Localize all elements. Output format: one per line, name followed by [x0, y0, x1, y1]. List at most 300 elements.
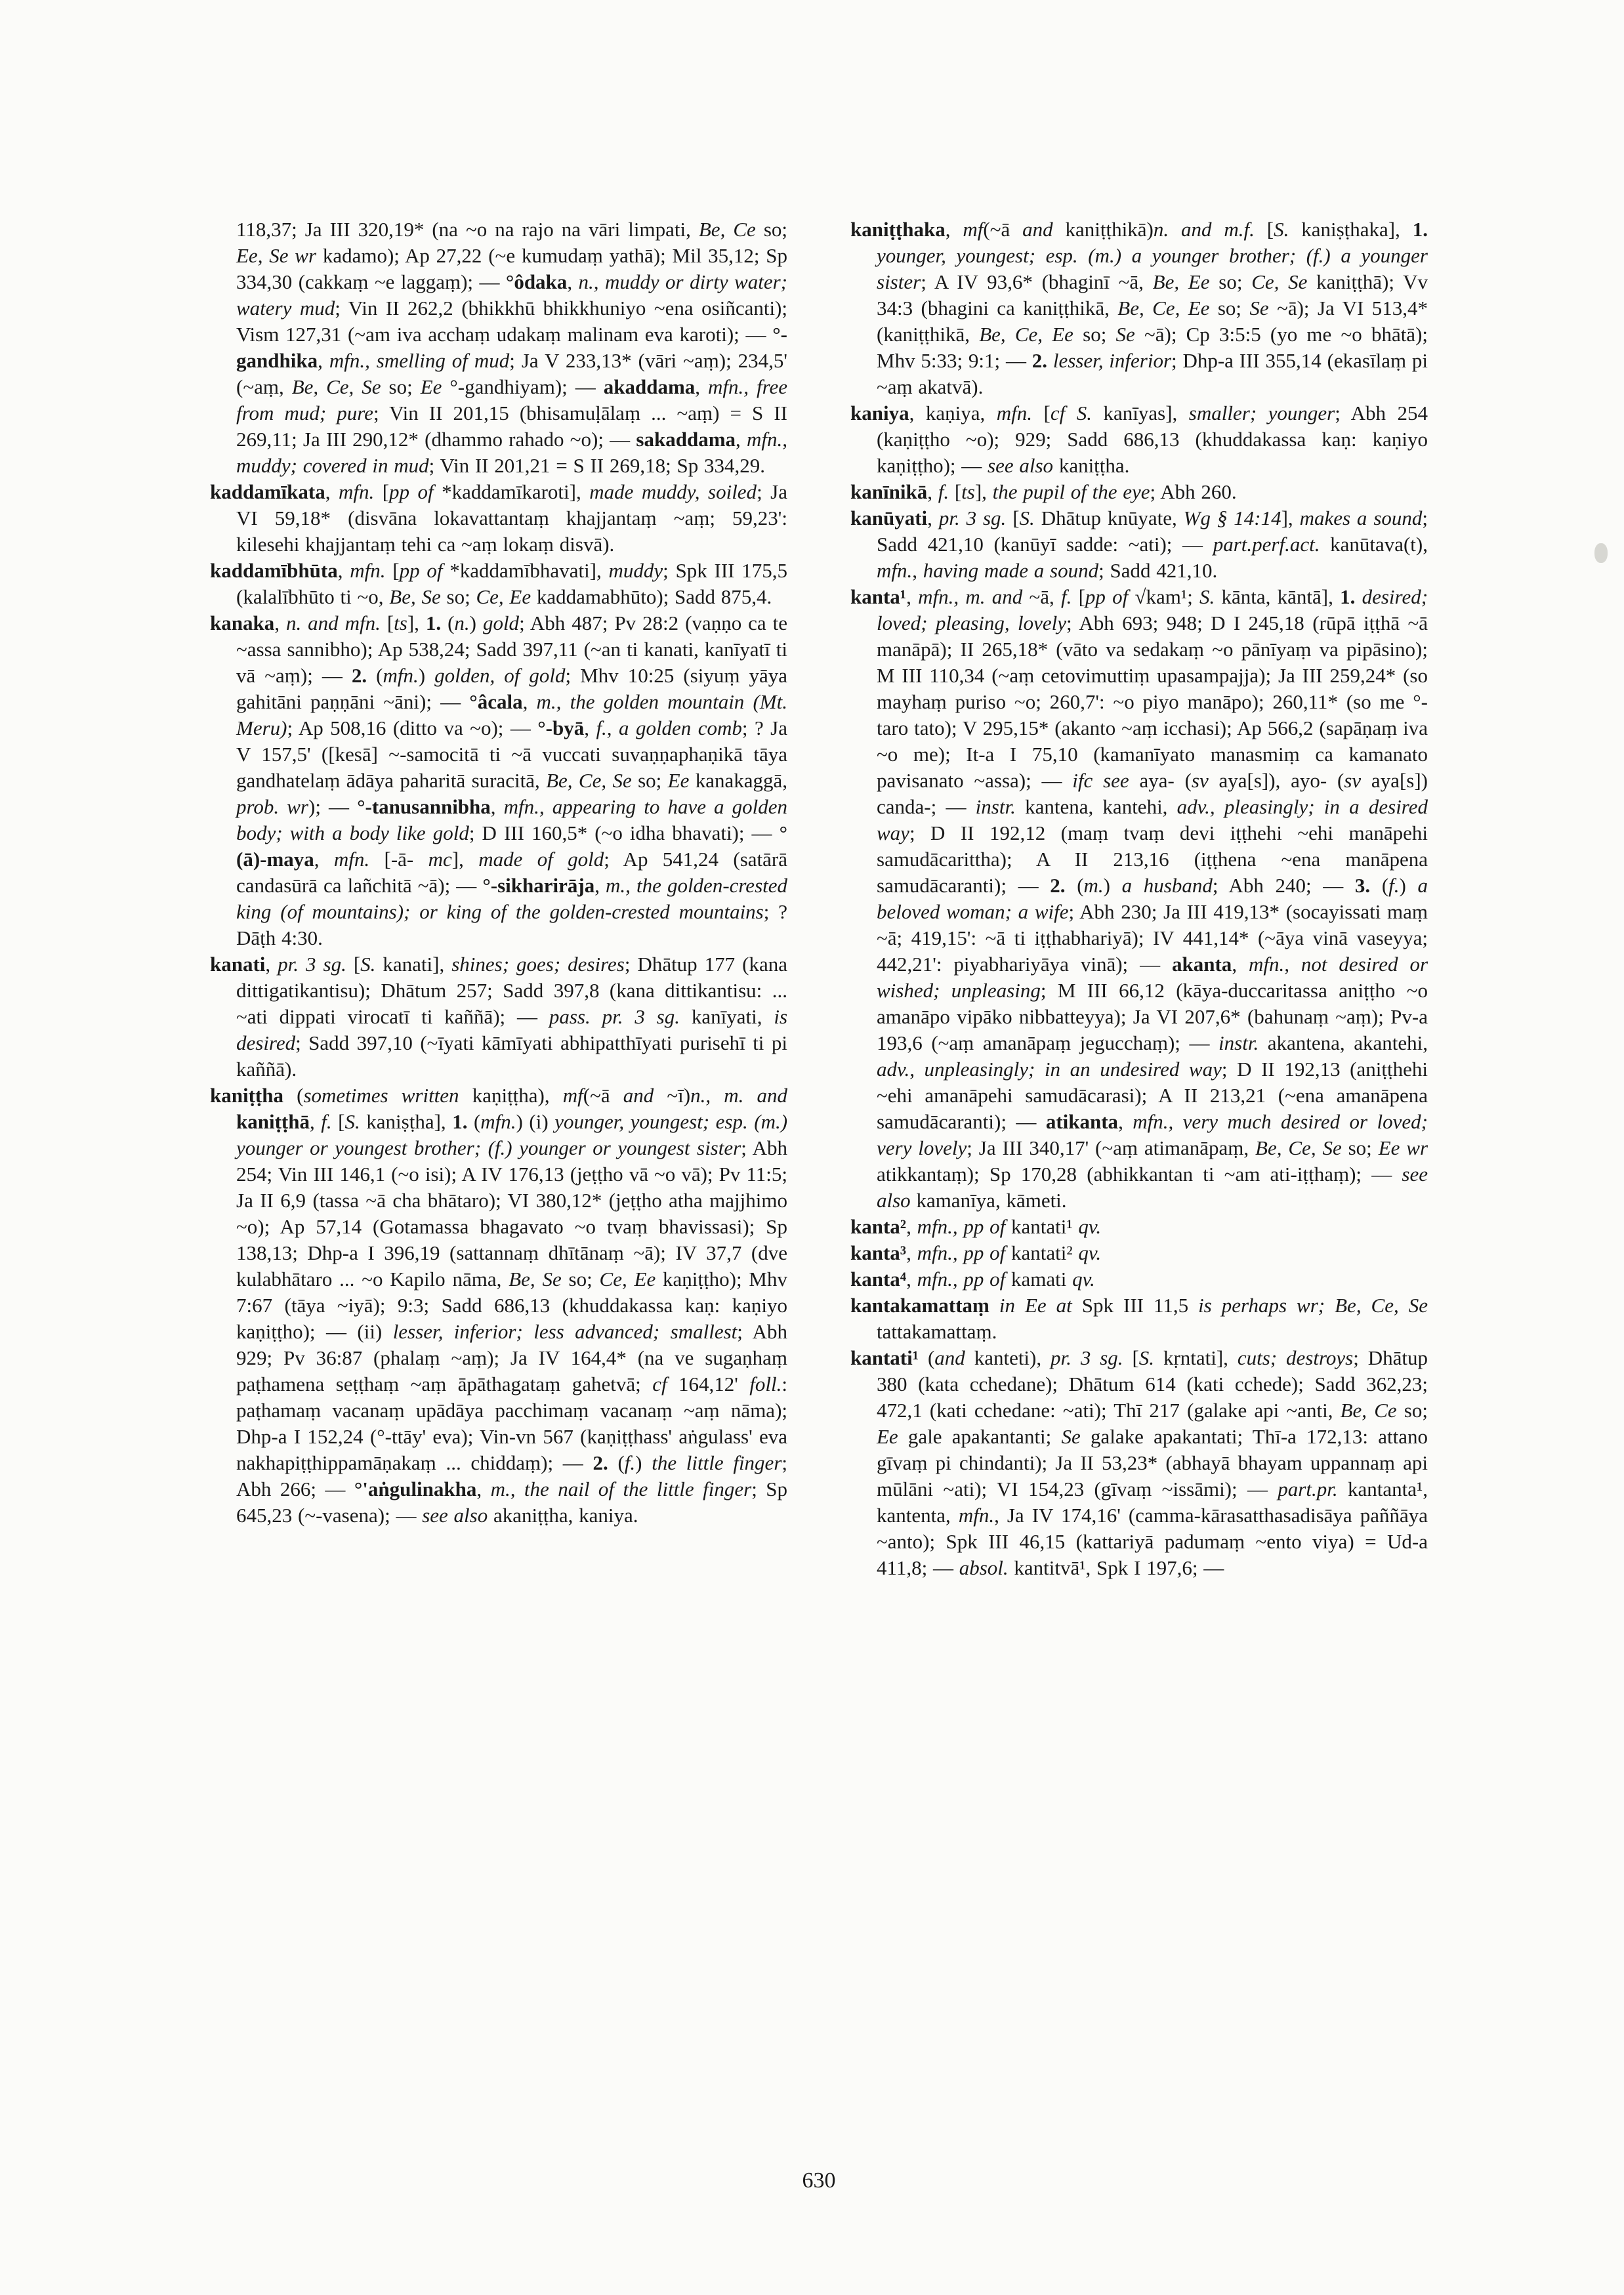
italic-run: qv.: [1078, 1215, 1102, 1238]
italic-run: foll.: [749, 1373, 782, 1396]
italic-run: f.: [321, 1110, 332, 1133]
italic-run: golden, of gold: [434, 664, 566, 687]
text-run: ): [1103, 874, 1122, 897]
dictionary-entry: [210, 610, 787, 951]
italic-run: having made a sound: [923, 559, 1099, 582]
italic-run: S.: [1138, 1346, 1155, 1369]
headword-or-bold-run: sakaddama: [636, 428, 736, 451]
italic-run: ts: [961, 480, 975, 503]
text-run: ; Ap 508,16 (ditto va ~o); —: [287, 716, 538, 739]
text-run: ,: [584, 716, 596, 739]
italic-run: Be, Se: [509, 1268, 562, 1291]
text-run: ; Abh 487; Pv 28:2 (vaṇṇo ca te ~assa sannibho); Ap 538,24; Sadd 397,11 (~an ti kanati, kanīyatī ti vā ~aṃ); —: [236, 611, 787, 687]
italic-run: Ee: [667, 769, 690, 792]
italic-run: younger, youngest; esp. (m.) a younger brother; (f.) a younger sister: [877, 244, 1428, 293]
text-run: kamati: [1005, 1268, 1073, 1291]
text-run: ~ā); Ja VI 513,4* (kaniṭṭhikā,: [877, 297, 1428, 346]
italic-run: made of gold: [478, 848, 604, 871]
text-run: [: [385, 559, 400, 582]
italic-run: pp of: [399, 559, 443, 582]
italic-run: pr. 3 sg.: [278, 953, 346, 976]
text-run: ; Abh 266; —: [236, 1451, 788, 1500]
dictionary-entry: [850, 1292, 1428, 1345]
text-run: ,: [912, 559, 923, 582]
italic-run: the pupil of the eye: [992, 480, 1150, 503]
text-run: [: [374, 480, 390, 503]
dictionary-entry: [850, 505, 1428, 584]
italic-run: Se: [1115, 323, 1135, 346]
italic-run: smaller; younger: [1188, 402, 1335, 424]
text-run: (: [467, 1110, 481, 1133]
text-run: *kaddamībhavati],: [442, 559, 609, 582]
italic-run: see also: [988, 454, 1054, 477]
text-run: ,: [695, 375, 708, 398]
text-run: kaniṭṭhā); Vv 34:3 (bhagini ca kaniṭṭhikā,: [877, 270, 1428, 320]
headword-or-bold-run: °-byā: [537, 716, 585, 739]
text-run: (: [441, 611, 455, 634]
italic-run: and: [623, 1084, 654, 1107]
text-run: so;: [1396, 1399, 1428, 1422]
italic-run: instr.: [975, 795, 1016, 818]
headword-or-bold-run: 2.: [593, 1451, 608, 1474]
headword-or-bold-run: 1.: [452, 1110, 468, 1133]
headword-or-bold-run: °âcala: [469, 690, 523, 713]
headword-or-bold-run: °-sikharirāja: [482, 874, 595, 897]
text-run: [: [1006, 507, 1020, 529]
text-run: so;: [1341, 1136, 1379, 1159]
text-run: [: [1032, 402, 1051, 424]
italic-run: see also: [877, 1163, 1428, 1212]
text-run: ; Ja VI 59,18* (disvāna lokavattantaṃ khajjantaṃ ~aṃ; 59,23': kilesehi khajjantaṃ tehi ca ~aṃ lokaṃ disvā).: [236, 480, 787, 556]
dictionary-entry: [850, 584, 1428, 1214]
italic-run: Ee: [877, 1425, 898, 1448]
text-run: ,: [927, 480, 938, 503]
headword-or-bold-run: °(ā)-maya: [236, 821, 787, 871]
headword-or-bold-run: kaddamīkata: [210, 480, 325, 503]
italic-run: ts: [394, 611, 407, 634]
text-run: , kaṇiya,: [909, 402, 997, 424]
text-run: [989, 1294, 999, 1317]
headword-or-bold-run: °-gandhika: [236, 323, 787, 372]
italic-run: and: [934, 1346, 965, 1369]
text-run: kaṇiṭṭha),: [459, 1084, 563, 1107]
italic-run: mfn., pp of: [917, 1241, 1006, 1264]
italic-run: cf: [652, 1373, 667, 1396]
headword-or-bold-run: kanūyati: [850, 507, 928, 529]
headword-or-bold-run: kaniya: [850, 402, 909, 424]
italic-run: sometimes written: [303, 1084, 459, 1107]
italic-run: Be, Se: [389, 585, 441, 608]
text-run: kaddamabhūto); Sadd 875,4.: [531, 585, 772, 608]
text-run: ): [469, 611, 483, 634]
text-run: ): [635, 1451, 652, 1474]
text-run: ,: [594, 874, 606, 897]
text-run: ; ? Dāṭh 4:30.: [236, 900, 788, 949]
dictionary-entry: [850, 1240, 1428, 1266]
italic-run: mfn.: [480, 1110, 516, 1133]
text-run: [-ā-: [369, 848, 428, 871]
text-run: akaniṭṭha, kaniya.: [488, 1504, 638, 1527]
headword-or-bold-run: 1.: [1340, 585, 1356, 608]
text-run: [: [346, 953, 361, 976]
text-run: ; Ja III 340,17' (~aṃ atimanāpaṃ,: [967, 1136, 1256, 1159]
text-run: aya[s]) canda-; —: [877, 769, 1428, 818]
text-run: gale apakantanti;: [898, 1425, 1062, 1448]
italic-run: Be, Ce, Se: [291, 375, 381, 398]
text-run: , Ja IV 174,16' (camma-kārasatthasadisāya paññāya ~anto); Spk III 46,15 (kattariyā padumaṃ ~ento viya) = Ud-a 411,8; —: [877, 1504, 1428, 1579]
text-run: ],: [974, 480, 993, 503]
italic-run: part.perf.act.: [1213, 533, 1320, 556]
italic-run: Ce, Ee: [476, 585, 531, 608]
text-run: kanīyas],: [1092, 402, 1189, 424]
text-run: [: [1123, 1346, 1139, 1369]
text-run: ],: [407, 611, 426, 634]
text-run: ,: [736, 428, 747, 451]
text-run: ; Dhātup 380 (kata cchedane); Dhātum 614 (kati cchede); Sadd 362,23; 472,1 (kati cchedane: ~ati); Thī 217 (galake api ~anti,: [877, 1346, 1428, 1422]
text-run: ; Spk III 175,5 (kalalībhūto ti ~o,: [236, 559, 788, 608]
italic-run: mf: [963, 218, 984, 241]
italic-run: shines; goes; desires: [451, 953, 625, 976]
italic-run: prob. wr: [236, 795, 308, 818]
headword-or-bold-run: akanta: [1172, 953, 1232, 976]
dictionary-entry: [850, 1214, 1428, 1240]
text-run: kantati²: [1005, 1241, 1079, 1264]
italic-run: n., m. and: [690, 1084, 787, 1107]
text-run: kanakaggā,: [689, 769, 787, 792]
text-run: kānta, kāntā],: [1215, 585, 1341, 608]
text-run: kantitvā¹, Spk I 197,6; —: [1008, 1556, 1224, 1579]
text-run: [1047, 349, 1053, 372]
text-run: (: [367, 664, 383, 687]
dictionary-entry: [210, 951, 787, 1083]
text-run: ~ī): [654, 1084, 691, 1107]
headword-or-bold-run: °ôdaka: [505, 270, 568, 293]
italic-run: Wg § 14:14: [1183, 507, 1281, 529]
italic-run: mfn.: [350, 559, 386, 582]
text-run: kaniṣṭha],: [360, 1110, 453, 1133]
italic-run: mfn., free from mud; pure: [236, 375, 788, 424]
italic-run: see also: [422, 1504, 488, 1527]
italic-run: Ee wr: [1378, 1136, 1428, 1159]
headword-or-bold-run: kanta⁴: [850, 1268, 907, 1291]
text-run: 164,12': [667, 1373, 750, 1396]
text-run: ; Ja V 233,13* (vāri ~aṃ); 234,5' (~aṃ,: [236, 349, 787, 398]
dictionary-entry: [850, 400, 1428, 479]
dictionary-entry: [210, 1083, 787, 1529]
italic-run: Be, Ce: [1340, 1399, 1397, 1422]
italic-run: n. and m.f.: [1153, 218, 1255, 241]
italic-run: is desired: [236, 1005, 788, 1054]
italic-run: a beloved woman; a wife: [877, 874, 1428, 923]
italic-run: adv., pleasingly; in a desired way: [877, 795, 1428, 844]
text-run: Spk III 11,5: [1072, 1294, 1199, 1317]
text-run: kanteti),: [965, 1346, 1051, 1369]
italic-run: Be, Ce, Se: [1255, 1136, 1342, 1159]
text-run: ,: [274, 611, 286, 634]
text-run: (: [919, 1346, 935, 1369]
text-run: (: [283, 1084, 304, 1107]
text-run: ): [1399, 874, 1418, 897]
italic-run: mc: [428, 848, 452, 871]
text-run: so;: [1209, 270, 1252, 293]
text-block: [210, 217, 1428, 1581]
dictionary-entry: [850, 479, 1428, 505]
text-run: kantena, kantehi,: [1015, 795, 1177, 818]
italic-run: absol.: [959, 1556, 1009, 1579]
italic-run: lesser, inferior; less advanced; smallest: [392, 1320, 738, 1343]
text-run: ): [418, 664, 435, 687]
headword-or-bold-run: atikanta: [1045, 1110, 1119, 1133]
text-run: kadamo); Ap 27,22 (~e kumudaṃ yathā); Mil 35,12; Sp 334,30 (cakkaṃ ~e laggaṃ); —: [236, 244, 787, 293]
italic-run: mfn.: [958, 1504, 995, 1527]
italic-run: Se: [1249, 297, 1269, 320]
text-run: ,: [265, 953, 278, 976]
text-run: (~ā: [583, 1084, 623, 1107]
italic-run: younger, youngest; esp. (m.) younger or youngest brother; (f.) younger or youngest sister: [236, 1110, 788, 1159]
text-run: ],: [451, 848, 479, 871]
text-run: ; Dhp-a III 355,14 (ekasīlaṃ pi ~aṃ akatvā).: [877, 349, 1428, 398]
text-run: √kam¹;: [1128, 585, 1200, 608]
text-run: ; Abh 693; 948; D I 245,18 (rūpā iṭṭhā ~ā manāpā); II 265,18* (vāto va sedakaṃ ~o pānīyaṃ va pipāsino); M III 110,34 (~aṃ cetovimuttiṃ upasampajja); Ja III 259,24* (so mayhaṃ puriso ~o; 260,7': ~o piyo manāpo); 260,11* (so me °-taro tato); V 295,15* (akanto ~aṃ icchasi); Ap 566,2 (sapāṇaṃ iva ~o me); It-a I 75,10 (kamanīyato manasmiṃ ca kamanato pavisanato ~assa); —: [877, 611, 1428, 792]
text-run: galake apakantati; Thī-a 172,13: attano gīvaṃ pi chindanti); Ja II 53,23* (abhayā bhayam uppannaṃ api mūlāni ~ati); VI 154,23 (gīvaṃ ~issāmi); —: [877, 1425, 1428, 1500]
text-run: aya[s]), ayo- (: [1208, 769, 1344, 792]
dictionary-entry: [850, 217, 1428, 400]
italic-run: instr.: [1218, 1031, 1259, 1054]
text-run: kaṇiṭṭho); Mhv 7:67 (tāya ~iyā); 9:3; Sadd 686,13 (khuddakassa kaṇ: kaṇiyo kaṇiṭṭho); — (ii): [236, 1268, 787, 1343]
italic-run: Be, Ce: [698, 218, 756, 241]
italic-run: pass. pr. 3 sg.: [549, 1005, 680, 1028]
text-run: ; ? Ja V 157,5' ([kesā] ~-samocitā ti ~ā vuccati suvaṇṇaphaṇikā tāya gandhatelaṃ ādāya paharitā suracitā,: [236, 716, 787, 792]
text-run: so;: [755, 218, 787, 241]
text-run: ,: [314, 848, 334, 871]
italic-run: lesser, inferior: [1052, 349, 1172, 372]
dictionary-entry: [210, 558, 787, 610]
text-run: ; A IV 93,6* (bhaginī ~ā,: [921, 270, 1153, 293]
italic-run: sv: [1344, 769, 1362, 792]
entry-continuation: [210, 217, 787, 479]
italic-run: n. and mfn.: [285, 611, 381, 634]
text-run: ; Vin II 201,15 (bhisamuḷālaṃ ... ~aṃ) = S II 269,11; Ja III 290,12* (dhammo rahado ~o); —: [236, 402, 788, 451]
headword-or-bold-run: 1.: [1412, 218, 1428, 241]
italic-run: in Ee at: [999, 1294, 1072, 1317]
italic-run: pp of: [1085, 585, 1129, 608]
text-run: so;: [631, 769, 668, 792]
italic-run: pp of: [389, 480, 434, 503]
italic-run: Ee, Se wr: [236, 244, 317, 267]
headword-or-bold-run: kaniṭṭhaka: [850, 218, 946, 241]
right-column: [850, 217, 1428, 1581]
italic-run: m., the golden-crested king (of mountains); or king of the golden-crested mountains: [236, 874, 788, 923]
italic-run: Ce, Ee: [599, 1268, 656, 1291]
italic-run: ifc see: [1072, 769, 1129, 792]
italic-run: Be, Ce, Ee: [1117, 297, 1210, 320]
headword-or-bold-run: kanta²: [850, 1215, 907, 1238]
scan-artifact: [1594, 543, 1608, 563]
text-run: (: [608, 1451, 625, 1474]
italic-run: part.pr.: [1278, 1478, 1338, 1500]
italic-run: sv: [1191, 769, 1209, 792]
italic-run: Se: [1061, 1425, 1081, 1448]
text-run: so;: [561, 1268, 600, 1291]
italic-run: mfn., very much desired or loved; very lovely: [877, 1110, 1428, 1159]
headword-or-bold-run: kaniṭṭhā: [236, 1110, 310, 1133]
italic-run: mfn.: [996, 402, 1033, 424]
text-run: ,: [906, 1268, 917, 1291]
headword-or-bold-run: 2.: [1031, 349, 1048, 372]
text-run: *kaddamīkaroti],: [433, 480, 590, 503]
text-run: atikkantaṃ); Sp 170,28 (abhikkantan ti ~am ati-iṭṭhaṃ); —: [877, 1163, 1402, 1186]
text-run: ; Sp 645,23 (~-vasena); —: [236, 1478, 788, 1527]
italic-run: pr. 3 sg.: [938, 507, 1007, 529]
italic-run: and: [1022, 218, 1053, 241]
text-run: ; Sadd 421,10.: [1098, 559, 1218, 582]
italic-run: mfn., m. and: [918, 585, 1023, 608]
italic-run: m., the golden mountain (Mt. Meru): [236, 690, 787, 739]
italic-run: muddy: [608, 559, 663, 582]
italic-run: mfn., not desired or wished; unpleasing: [877, 953, 1428, 1002]
text-run: ; Abh 230; Ja III 419,13* (socayissati maṃ ~ā; 419,15': ~ā ti iṭṭhabhariyā); IV 441,14* (~āya vinā vaseyya; 442,21': piyabhariyāya vinā); —: [877, 900, 1428, 976]
dictionary-entry: [210, 479, 787, 558]
italic-run: gold: [482, 611, 520, 634]
italic-run: mfn., pp of: [917, 1215, 1006, 1238]
text-run: ; Vin II 262,2 (bhikkhū bhikkhuniyo ~ena osiñcanti); Vism 127,31 (~am iva acchaṃ udakaṃ malinam eva karoti); —: [236, 297, 787, 346]
left-column: [210, 217, 787, 1581]
text-run: ,: [945, 218, 963, 241]
italic-run: Ce, Se: [1251, 270, 1308, 293]
headword-or-bold-run: kanta¹: [850, 585, 907, 608]
text-run: kamanīya, kāmeti.: [910, 1189, 1067, 1212]
text-run: ,: [476, 1478, 491, 1500]
italic-run: made muddy, soiled: [589, 480, 757, 503]
page-number: 630: [802, 2168, 836, 2193]
text-run: [: [380, 611, 394, 634]
text-run: ,: [490, 795, 504, 818]
italic-run: makes a sound: [1299, 507, 1423, 529]
text-run: ,: [522, 690, 537, 713]
text-run: ,: [906, 585, 919, 608]
headword-or-bold-run: kantati¹: [850, 1346, 919, 1369]
italic-run: Be, Ce, Se: [546, 769, 632, 792]
italic-run: S.: [1274, 218, 1289, 241]
text-run: (~ā: [983, 218, 1023, 241]
headword-or-bold-run: 2.: [351, 664, 367, 687]
text-run: ,: [927, 507, 939, 529]
text-run: kanīyati,: [680, 1005, 774, 1028]
headword-or-bold-run: kanaka: [210, 611, 275, 634]
italic-run: m., the nail of the little finger: [490, 1478, 752, 1500]
headword-or-bold-run: kaddamībhūta: [210, 559, 338, 582]
text-run: ; M III 66,12 (kāya-duccaritassa aniṭṭho ~o amanāpo vipāko nibbatteyya); Ja VI 207,6* (bahunaṃ ~aṃ); Pv-a 193,6 (~aṃ amanāpaṃ jegucchaṃ); —: [877, 979, 1428, 1054]
text-run: [: [331, 1110, 345, 1133]
text-run: (: [1065, 874, 1084, 897]
italic-run: mfn.: [877, 559, 913, 582]
text-run: aya- (: [1129, 769, 1192, 792]
text-run: ; D III 160,5* (~o idha bhavati); —: [468, 821, 780, 844]
headword-or-bold-run: kantakamattaṃ: [850, 1294, 989, 1317]
headword-or-bold-run: kanta³: [850, 1241, 907, 1264]
italic-run: f.: [1060, 585, 1072, 608]
headword-or-bold-run: kanati: [210, 953, 266, 976]
text-run: ; Abh 260.: [1150, 480, 1237, 503]
text-run: ,: [325, 480, 339, 503]
text-run: 118,37; Ja III 320,19* (na ~o na rajo na vāri limpati,: [236, 218, 699, 241]
text-run: ; D II 192,13 (aniṭṭhehi ~ehi amanāpehi samudācarasi); A II 213,21 (~ena amanāpena samudācaranti); —: [877, 1058, 1428, 1133]
text-run: [: [1072, 585, 1085, 608]
text-run: [: [1254, 218, 1274, 241]
italic-run: mf: [562, 1084, 583, 1107]
text-run: ; D II 192,12 (maṃ tvaṃ devi iṭṭhehi ~ehi manāpehi samudācarittha); A II 213,16 (iṭṭhena ~ena manāpena samudācaranti); —: [877, 821, 1428, 897]
italic-run: cuts; destroys: [1237, 1346, 1354, 1369]
italic-run: S.: [1019, 507, 1035, 529]
headword-or-bold-run: 2.: [1050, 874, 1066, 897]
italic-run: S.: [344, 1110, 360, 1133]
text-run: ; Sadd 397,10 (~īyati kāmīyati abhipatthīyati purisehī ti pi kaññā).: [236, 1031, 787, 1081]
text-run: [1355, 585, 1362, 608]
headword-or-bold-run: akaddama: [603, 375, 696, 398]
text-run: ; Abh 254; Vin III 146,1 (~o isi); A IV 176,13 (jeṭṭho vā ~o vā); Pv 11:5; Ja II 6,9 (tassa ~ā cha bhātaro); VI 380,12* (jeṭṭho atha majjhimo ~o); Ap 57,14 (Gotamassa bhagavato ~o tvaṃ bhavissasi); Sp 138,13; Dhp-a I 396,19 (sattannaṃ dhītānaṃ ~ā); IV 37,7 (dve kulabhātaro ... ~o Kapilo nāma,: [236, 1136, 787, 1291]
text-run: ; Vin II 201,21 = S II 269,18; Sp 334,29.: [428, 454, 765, 477]
text-run: ,: [906, 1215, 917, 1238]
text-run: akantena, akantehi,: [1259, 1031, 1428, 1054]
text-run: kantanta¹, kantenta,: [877, 1478, 1428, 1527]
text-run: ); —: [308, 795, 358, 818]
text-run: kanūtava(t),: [1320, 533, 1428, 556]
text-run: so;: [440, 585, 476, 608]
text-run: kantati¹: [1005, 1215, 1079, 1238]
headword-or-bold-run: °-tanusannibha: [357, 795, 491, 818]
text-run: kaniṭṭhikā): [1052, 218, 1154, 241]
headword-or-bold-run: 1.: [425, 611, 442, 634]
italic-run: f.: [624, 1451, 636, 1474]
italic-run: adv., unpleasingly; in an undesired way: [877, 1058, 1222, 1081]
text-run: (: [1370, 874, 1389, 897]
italic-run: cf S.: [1050, 402, 1092, 424]
text-run: kṛntati],: [1154, 1346, 1238, 1369]
text-run: ; Abh 254 (kaṇiṭṭho ~o); 929; Sadd 686,13 (khuddakassa kaṇ: kaṇiyo kaṇiṭṭho); —: [877, 402, 1428, 477]
italic-run: Ee: [420, 375, 442, 398]
text-run: ],: [1281, 507, 1300, 529]
text-run: ,: [337, 559, 350, 582]
text-run: ,: [318, 349, 329, 372]
text-run: ; Sadd 421,10 (kanūyī sadde: ~ati); —: [877, 507, 1428, 556]
italic-run: mfn.: [338, 480, 375, 503]
italic-run: S.: [1199, 585, 1215, 608]
italic-run: is perhaps wr; Be, Ce, Se: [1198, 1294, 1428, 1317]
italic-run: pr. 3 sg.: [1051, 1346, 1123, 1369]
italic-run: qv.: [1078, 1241, 1102, 1264]
italic-run: f., a golden comb: [596, 716, 742, 739]
text-run: Dhātup knūyate,: [1034, 507, 1184, 529]
text-run: kanati],: [375, 953, 452, 976]
text-run: ; Mhv 10:25 (siyuṃ yāya gahitāni paṇṇāni ~āni); —: [236, 664, 787, 713]
italic-run: mfn.: [333, 848, 370, 871]
text-run: ; Abh 240; —: [1212, 874, 1355, 897]
italic-run: qv.: [1072, 1268, 1095, 1291]
text-run: ,: [309, 1110, 322, 1133]
text-run: ,: [1118, 1110, 1133, 1133]
text-run: so;: [381, 375, 421, 398]
headword-or-bold-run: kanīnikā: [850, 480, 928, 503]
text-run: ~ā,: [1022, 585, 1061, 608]
text-run: ; Dhātup 177 (kana dittigatikantisu); Dhātum 257; Sadd 397,8 (kana dittikantisu: ... ~ati dippati virocatī ti kaññā); —: [236, 953, 787, 1028]
italic-run: desired; loved; pleasing, lovely: [877, 585, 1428, 634]
text-run: tattakamattaṃ.: [877, 1320, 997, 1343]
text-run: ) (i): [516, 1110, 555, 1133]
text-run: kaniṭṭha.: [1053, 454, 1130, 477]
italic-run: a husband: [1121, 874, 1213, 897]
italic-run: f.: [938, 480, 949, 503]
italic-run: S.: [360, 953, 376, 976]
